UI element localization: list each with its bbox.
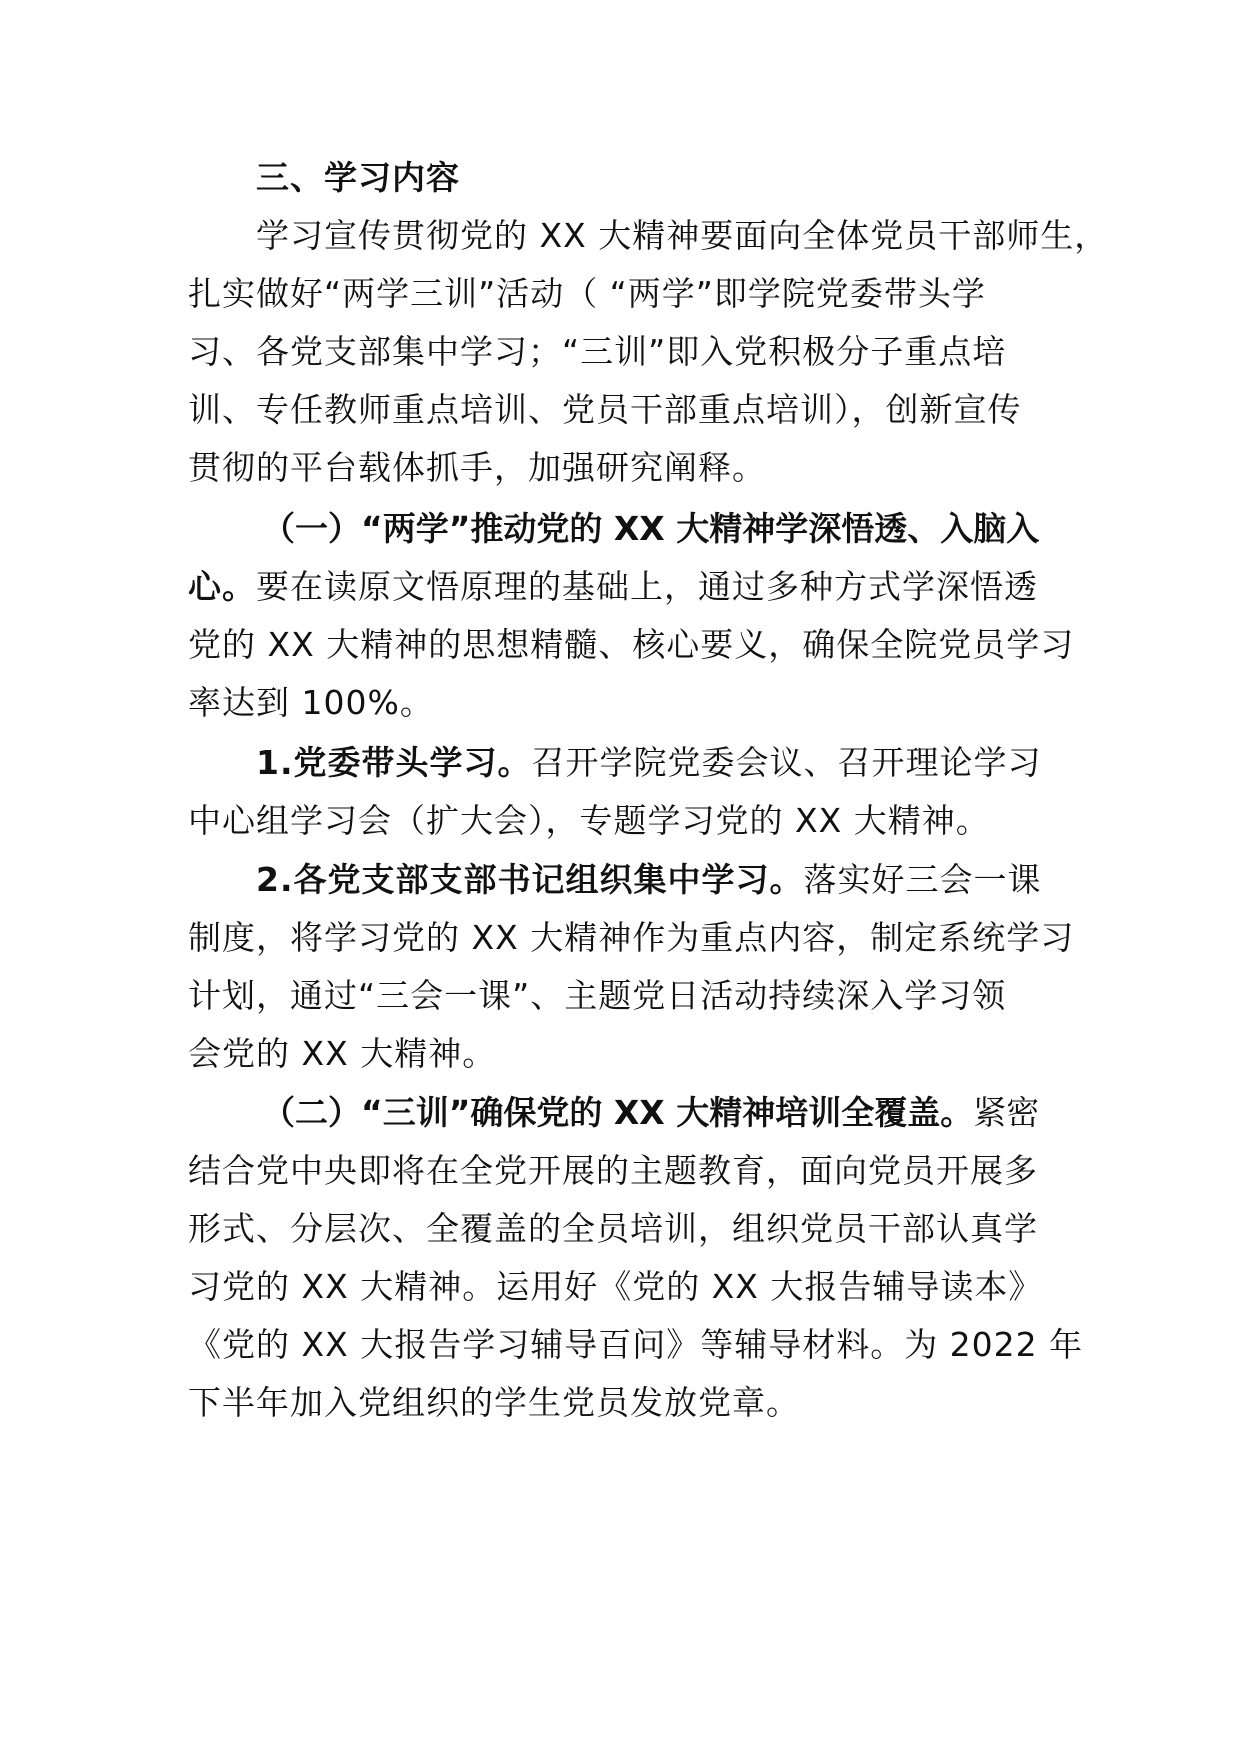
part2-line-5: 《党的 XX 大报告学习辅导百问》等辅导材料。为 2022 年 xyxy=(188,1325,1084,1364)
part2-line-6: 下半年加入党组织的学生党员发放党章。 xyxy=(188,1383,800,1422)
part1-heading: （一）“两学”推动党的 XX 大精神学深悟透、入脑入 xyxy=(262,509,1040,548)
item1-line-1-text: 召开学院党委会议、召开理论学习 xyxy=(531,743,1042,782)
item2-line-4: 会党的 XX 大精神。 xyxy=(188,1034,497,1073)
item1-line-2: 中心组学习会（扩大会），专题学习党的 XX 大精神。 xyxy=(188,801,990,840)
part1-line-2-text: 要在读原文悟原理的基础上，通过多种方式学深悟透 xyxy=(256,567,1038,606)
part2-line-1 xyxy=(262,1093,1039,1133)
intro-line-3: 习、各党支部集中学习；“三训”即入党积极分子重点培 xyxy=(188,332,1007,371)
part2-line-1-text: 紧密 xyxy=(973,1093,1040,1132)
intro-line-5: 贯彻的平台载体抓手，加强研究阐释。 xyxy=(188,448,766,487)
intro-line-2: 扎实做好“两学三训”活动（ “两学”即学院党委带头学 xyxy=(188,274,986,313)
part1-heading-end: 心。 xyxy=(188,567,256,606)
item2-line-1-text: 落实好三会一课 xyxy=(803,860,1042,899)
item1-line-1 xyxy=(256,743,1042,783)
part2-title: （二）“三训”确保党的 XX 大精神培训全覆盖。 xyxy=(262,1093,974,1132)
part2-line-3: 形式、分层次、全覆盖的全员培训，组织党员干部认真学 xyxy=(188,1209,1038,1248)
item2-line-1 xyxy=(256,860,1042,900)
item2-line-3: 计划，通过“三会一课”、主题党日活动持续深入学习领 xyxy=(188,976,1007,1015)
intro-line-4: 训、专任教师重点培训、党员干部重点培训），创新宣传 xyxy=(188,390,1022,429)
part1-line-4: 率达到 100%。 xyxy=(188,683,434,722)
part1-line-3: 党的 XX 大精神的思想精髓、核心要义，确保全院党员学习 xyxy=(188,625,1075,664)
intro-line-1: 学习宣传贯彻党的 XX 大精神要面向全体党员干部师生， xyxy=(256,216,1109,255)
item2-title: 2.各党支部支部书记组织集中学习。 xyxy=(256,860,804,899)
part1-line-2 xyxy=(188,567,1038,607)
part2-line-2: 结合党中央即将在全党开展的主题教育，面向党员开展多 xyxy=(188,1151,1038,1190)
part2-line-4: 习党的 XX 大精神。运用好《党的 XX 大报告辅导读本》 xyxy=(188,1267,1043,1306)
item1-title: 1.党委带头学习。 xyxy=(256,743,532,782)
section-heading: 三、学习内容 xyxy=(256,158,460,197)
item2-line-2: 制度，将学习党的 XX 大精神作为重点内容，制定系统学习 xyxy=(188,918,1075,957)
